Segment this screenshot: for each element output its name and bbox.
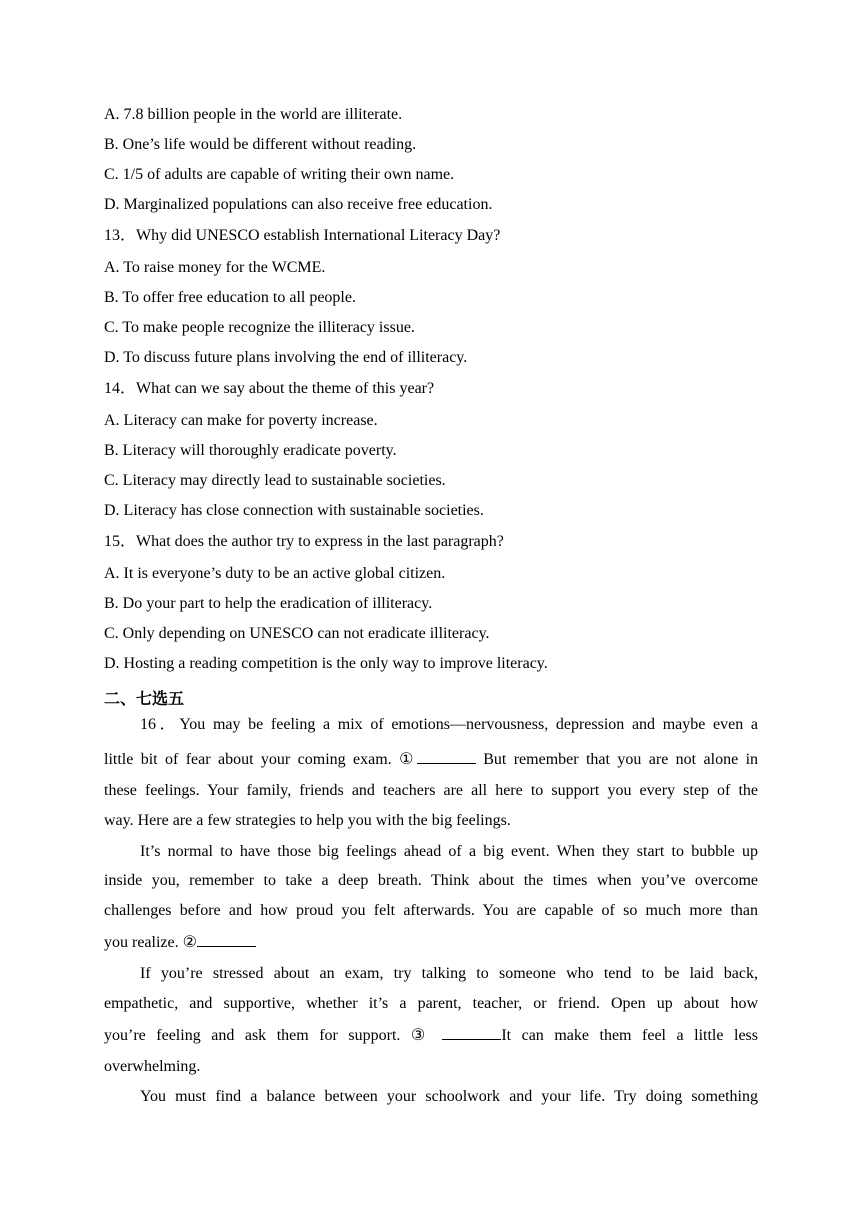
q14-option-c: C. Literacy may directly lead to sustainable societies. <box>104 472 446 489</box>
p2-line-4 <box>104 932 256 952</box>
answer-blank-1[interactable] <box>417 749 476 764</box>
p3-line-4: overwhelming. <box>104 1058 201 1075</box>
p3-line-2: empathetic, and supportive, whether it’s a parent, teacher, or friend. Open up about how <box>104 995 758 1012</box>
q13-option-b: B. To offer free education to all people. <box>104 289 356 306</box>
p2-line-4-text: you realize. ② <box>104 934 197 951</box>
q13-option-a: A. To raise money for the WCME. <box>104 259 326 276</box>
q12-option-a: A. 7.8 billion people in the world are illiterate. <box>104 106 403 123</box>
p3-line-3 <box>104 1025 758 1045</box>
q12-option-b: B. One’s life would be different without reading. <box>104 136 417 153</box>
p1-line-4: way. Here are a few strategies to help you with the big feelings. <box>104 812 511 829</box>
p2-line-2: inside you, remember to take a deep breath. Think about the times when you’ve overcome <box>104 872 758 889</box>
q13-option-c: C. To make people recognize the illiteracy issue. <box>104 319 415 336</box>
p1-line-2-rest: But remember that you are not alone in <box>475 751 759 768</box>
answer-blank-2[interactable] <box>197 932 256 947</box>
q13-stem: 13．Why did UNESCO establish International Literacy Day? <box>104 227 501 244</box>
q15-option-b: B. Do your part to help the eradication of illiteracy. <box>104 595 433 612</box>
q15-stem: 15．What does the author try to express in the last paragraph? <box>104 533 504 550</box>
p3-line-1: If you’re stressed about an exam, try talking to someone who tend to be laid back, <box>140 965 758 982</box>
q14-option-b: B. Literacy will thoroughly eradicate poverty. <box>104 442 397 459</box>
q14-stem: 14．What can we say about the theme of this year? <box>104 380 435 397</box>
section-heading: 二、七选五 <box>104 689 185 708</box>
q15-option-a: A. It is everyone’s duty to be an active global citizen. <box>104 565 446 582</box>
q14-option-d: D. Literacy has close connection with sustainable societies. <box>104 502 484 519</box>
q15-option-c: C. Only depending on UNESCO can not eradicate illiteracy. <box>104 625 490 642</box>
p1-line-3: these feelings. Your family, friends and teachers are all here to support you every step of the <box>104 782 758 799</box>
p2-line-3: challenges before and how proud you felt afterwards. You are capable of so much more than <box>104 902 758 919</box>
q12-option-d: D. Marginalized populations can also receive free education. <box>104 196 493 213</box>
p3-line-3-rest: It can make them feel a little less <box>501 1027 758 1044</box>
q13-option-d: D. To discuss future plans involving the end of illiteracy. <box>104 349 468 366</box>
q15-option-d: D. Hosting a reading competition is the only way to improve literacy. <box>104 655 548 672</box>
q12-option-c: C. 1/5 of adults are capable of writing their own name. <box>104 166 455 183</box>
p1-line-2-text: little bit of fear about your coming exam. ① <box>104 751 417 768</box>
p1-line-1: 16．You may be feeling a mix of emotions—nervousness, depression and maybe even a <box>140 716 758 733</box>
p3-line-3-text: you’re feeling and ask them for support. ③ <box>104 1027 443 1044</box>
p1-line-2 <box>104 749 758 769</box>
p4-line-1: You must find a balance between your schoolwork and your life. Try doing something <box>140 1088 758 1105</box>
answer-blank-3[interactable] <box>442 1025 501 1040</box>
q14-option-a: A. Literacy can make for poverty increase. <box>104 412 378 429</box>
p2-line-1: It’s normal to have those big feelings ahead of a big event. When they start to bubble up <box>140 843 758 860</box>
